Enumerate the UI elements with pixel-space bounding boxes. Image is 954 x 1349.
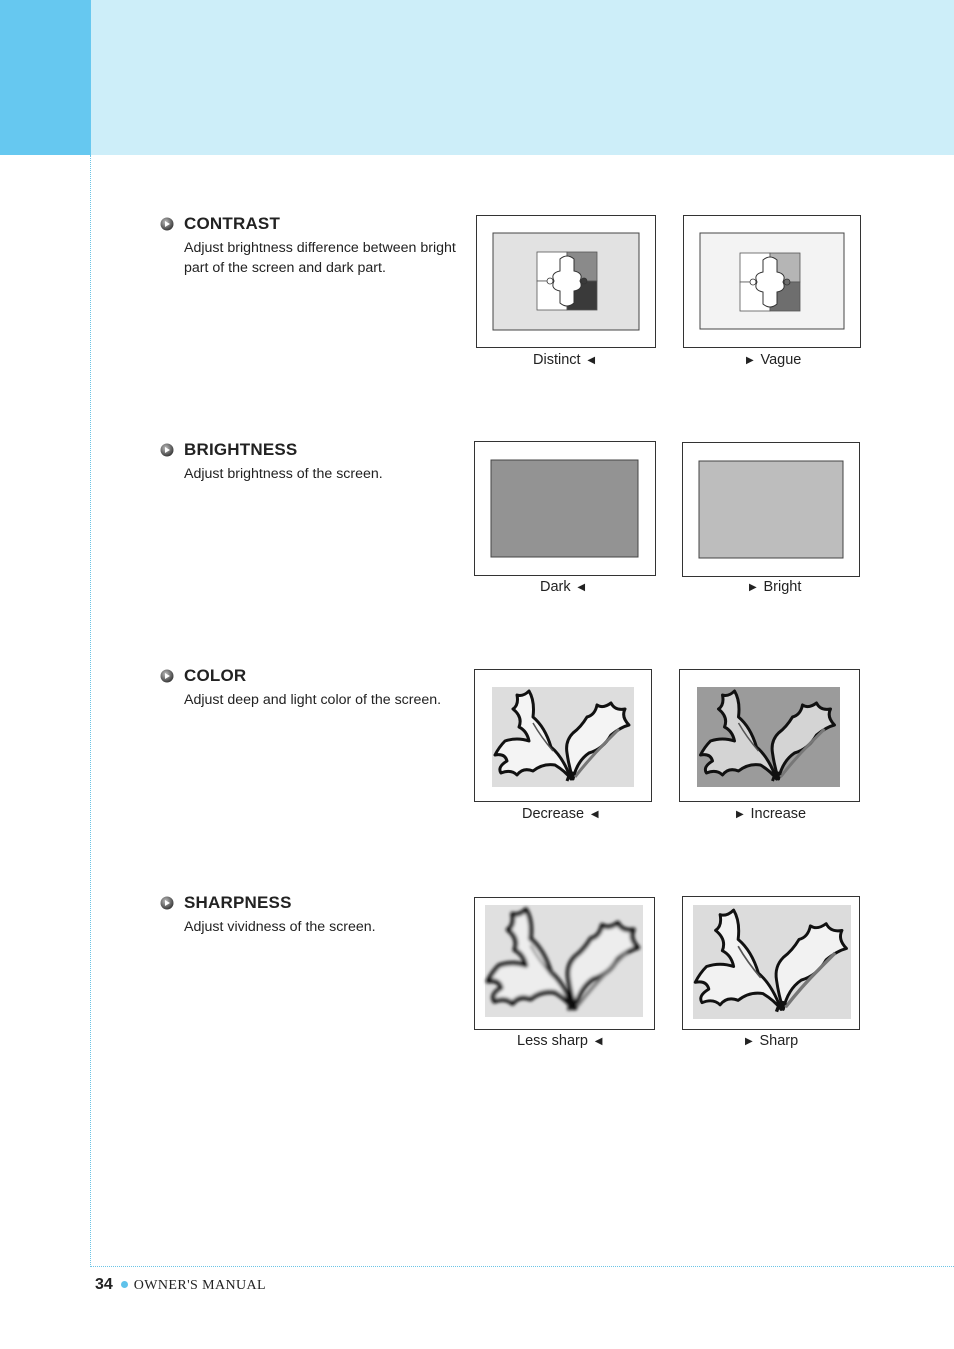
color-increase-image	[679, 669, 860, 802]
section-title: CONTRAST	[184, 214, 281, 233]
caption-text: Distinct	[533, 352, 581, 368]
caption-right	[746, 352, 801, 368]
section-description: Adjust deep and light color of the screen.	[184, 692, 442, 708]
footer-divider	[90, 1266, 954, 1267]
sharpness-less-sharp-image	[474, 897, 655, 1030]
section-description: Adjust brightness of the screen.	[184, 466, 383, 482]
round-arrow-bullet-icon	[160, 896, 174, 910]
caption-text: Increase	[750, 806, 807, 822]
caption-right	[745, 1033, 798, 1049]
section-color	[160, 666, 460, 710]
caption-left	[522, 806, 599, 822]
caption-right	[749, 579, 801, 595]
section-description: Adjust brightness difference between bright part of the screen and dark part.	[184, 240, 456, 276]
right-triangle-icon: ▶	[736, 809, 747, 820]
right-triangle-icon: ▶	[746, 355, 757, 366]
left-triangle-icon: ◀	[574, 582, 586, 593]
sharpness-sharp-image	[682, 896, 860, 1030]
caption-text: Less sharp	[517, 1033, 588, 1049]
caption-text: Bright	[763, 579, 802, 595]
caption-left	[517, 1033, 602, 1049]
left-triangle-icon: ◀	[584, 355, 596, 366]
margin-divider-vertical	[90, 155, 91, 1267]
color-decrease-image	[474, 669, 652, 802]
section-title: SHARPNESS	[184, 893, 292, 912]
round-arrow-bullet-icon	[160, 443, 174, 457]
round-arrow-bullet-icon	[160, 669, 174, 683]
section-sharpness	[160, 893, 460, 937]
section-description: Adjust vividness of the screen.	[184, 919, 376, 935]
round-arrow-bullet-icon	[160, 217, 174, 231]
brightness-dark-image	[474, 441, 656, 576]
left-triangle-icon: ◀	[588, 809, 599, 820]
dot-icon	[121, 1281, 128, 1288]
left-triangle-icon: ◀	[591, 1036, 603, 1047]
caption-left	[540, 579, 585, 595]
caption-text: Sharp	[759, 1033, 799, 1049]
section-brightness	[160, 440, 460, 484]
section-title: BRIGHTNESS	[184, 440, 298, 459]
brightness-bright-image	[682, 442, 860, 577]
contrast-vague-image	[683, 215, 861, 348]
contrast-distinct-image	[476, 215, 656, 348]
header-band-light	[91, 0, 954, 155]
caption-text: Vague	[760, 352, 802, 368]
page-number: 34	[95, 1276, 113, 1293]
right-triangle-icon: ▶	[749, 582, 760, 593]
caption-left	[533, 352, 595, 368]
section-contrast	[160, 214, 460, 278]
caption-text: Decrease	[522, 806, 585, 822]
header-band-dark	[0, 0, 91, 155]
section-title: COLOR	[184, 666, 247, 685]
right-triangle-icon: ▶	[745, 1036, 756, 1047]
page-footer	[95, 1276, 266, 1294]
caption-right	[736, 806, 806, 822]
caption-text: Dark	[540, 579, 571, 595]
footer-title: OWNER'S MANUAL	[133, 1278, 266, 1293]
